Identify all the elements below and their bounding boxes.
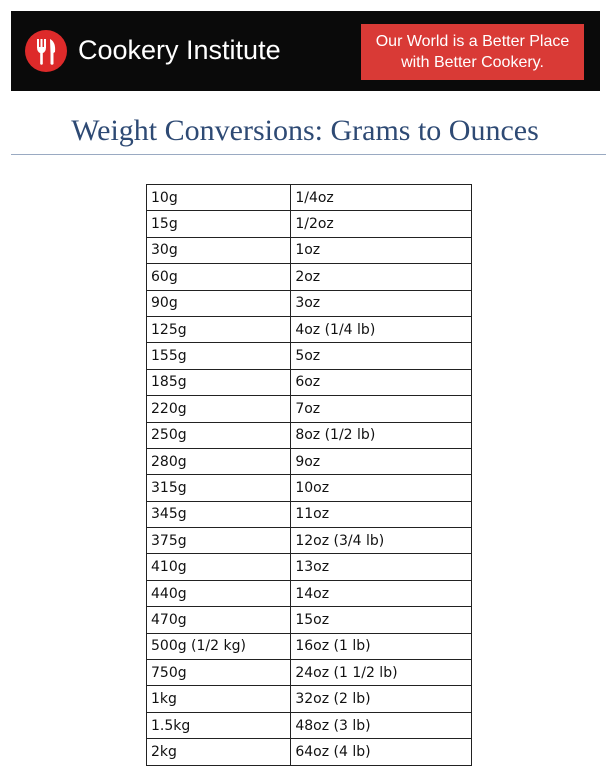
table-row xyxy=(147,475,472,501)
grams-cell: 410g xyxy=(147,554,291,580)
page-title: Weight Conversions: Grams to Ounces xyxy=(71,114,539,147)
grams-cell: 375g xyxy=(147,528,291,554)
logo xyxy=(25,30,67,72)
table-row xyxy=(147,369,472,395)
table-row xyxy=(147,528,472,554)
ounces-cell: 64oz (4 lb) xyxy=(291,739,472,765)
grams-cell: 155g xyxy=(147,343,291,369)
grams-cell: 15g xyxy=(147,211,291,237)
ounces-cell: 4oz (1/4 lb) xyxy=(291,316,472,342)
table-row xyxy=(147,343,472,369)
ounces-cell: 5oz xyxy=(291,343,472,369)
grams-cell: 440g xyxy=(147,580,291,606)
table-row xyxy=(147,607,472,633)
ounces-cell: 10oz xyxy=(291,475,472,501)
conversion-table xyxy=(146,184,472,766)
ounces-cell: 8oz (1/2 lb) xyxy=(291,422,472,448)
ounces-cell: 16oz (1 lb) xyxy=(291,633,472,659)
grams-cell: 185g xyxy=(147,369,291,395)
table-row xyxy=(147,580,472,606)
ounces-cell: 9oz xyxy=(291,448,472,474)
grams-cell: 1kg xyxy=(147,686,291,712)
grams-cell: 470g xyxy=(147,607,291,633)
brand-name: Cookery Institute xyxy=(78,35,281,65)
ounces-cell: 3oz xyxy=(291,290,472,316)
table-row xyxy=(147,448,472,474)
table-row xyxy=(147,185,472,211)
table-row xyxy=(147,211,472,237)
ounces-cell: 24oz (1 1/2 lb) xyxy=(291,660,472,686)
table-row xyxy=(147,660,472,686)
grams-cell: 2kg xyxy=(147,739,291,765)
tagline-box xyxy=(361,24,584,80)
ounces-cell: 11oz xyxy=(291,501,472,527)
ounces-cell: 2oz xyxy=(291,264,472,290)
grams-cell: 10g xyxy=(147,185,291,211)
grams-cell: 280g xyxy=(147,448,291,474)
grams-cell: 345g xyxy=(147,501,291,527)
ounces-cell: 15oz xyxy=(291,607,472,633)
fork-knife-icon xyxy=(25,30,67,72)
table-row xyxy=(147,316,472,342)
ounces-cell: 13oz xyxy=(291,554,472,580)
grams-cell: 60g xyxy=(147,264,291,290)
table-row xyxy=(147,237,472,263)
grams-cell: 1.5kg xyxy=(147,712,291,738)
table-row xyxy=(147,422,472,448)
table-row xyxy=(147,554,472,580)
ounces-cell: 1oz xyxy=(291,237,472,263)
table-row xyxy=(147,264,472,290)
grams-cell: 500g (1/2 kg) xyxy=(147,633,291,659)
tagline-line-2: with Better Cookery. xyxy=(401,54,544,71)
table-row xyxy=(147,633,472,659)
grams-cell: 220g xyxy=(147,396,291,422)
grams-cell: 315g xyxy=(147,475,291,501)
ounces-cell: 1/2oz xyxy=(291,211,472,237)
grams-cell: 90g xyxy=(147,290,291,316)
table-row xyxy=(147,739,472,765)
ounces-cell: 6oz xyxy=(291,369,472,395)
grams-cell: 250g xyxy=(147,422,291,448)
table-row xyxy=(147,396,472,422)
ounces-cell: 14oz xyxy=(291,580,472,606)
header-banner xyxy=(11,11,600,91)
title-divider xyxy=(11,154,606,155)
table-row xyxy=(147,501,472,527)
tagline-line-1: Our World is a Better Place xyxy=(375,33,570,50)
ounces-cell: 48oz (3 lb) xyxy=(291,712,472,738)
ounces-cell: 12oz (3/4 lb) xyxy=(291,528,472,554)
ounces-cell: 7oz xyxy=(291,396,472,422)
grams-cell: 750g xyxy=(147,660,291,686)
grams-cell: 125g xyxy=(147,316,291,342)
table-row xyxy=(147,712,472,738)
ounces-cell: 32oz (2 lb) xyxy=(291,686,472,712)
ounces-cell: 1/4oz xyxy=(291,185,472,211)
table-row xyxy=(147,686,472,712)
grams-cell: 30g xyxy=(147,237,291,263)
table-row xyxy=(147,290,472,316)
